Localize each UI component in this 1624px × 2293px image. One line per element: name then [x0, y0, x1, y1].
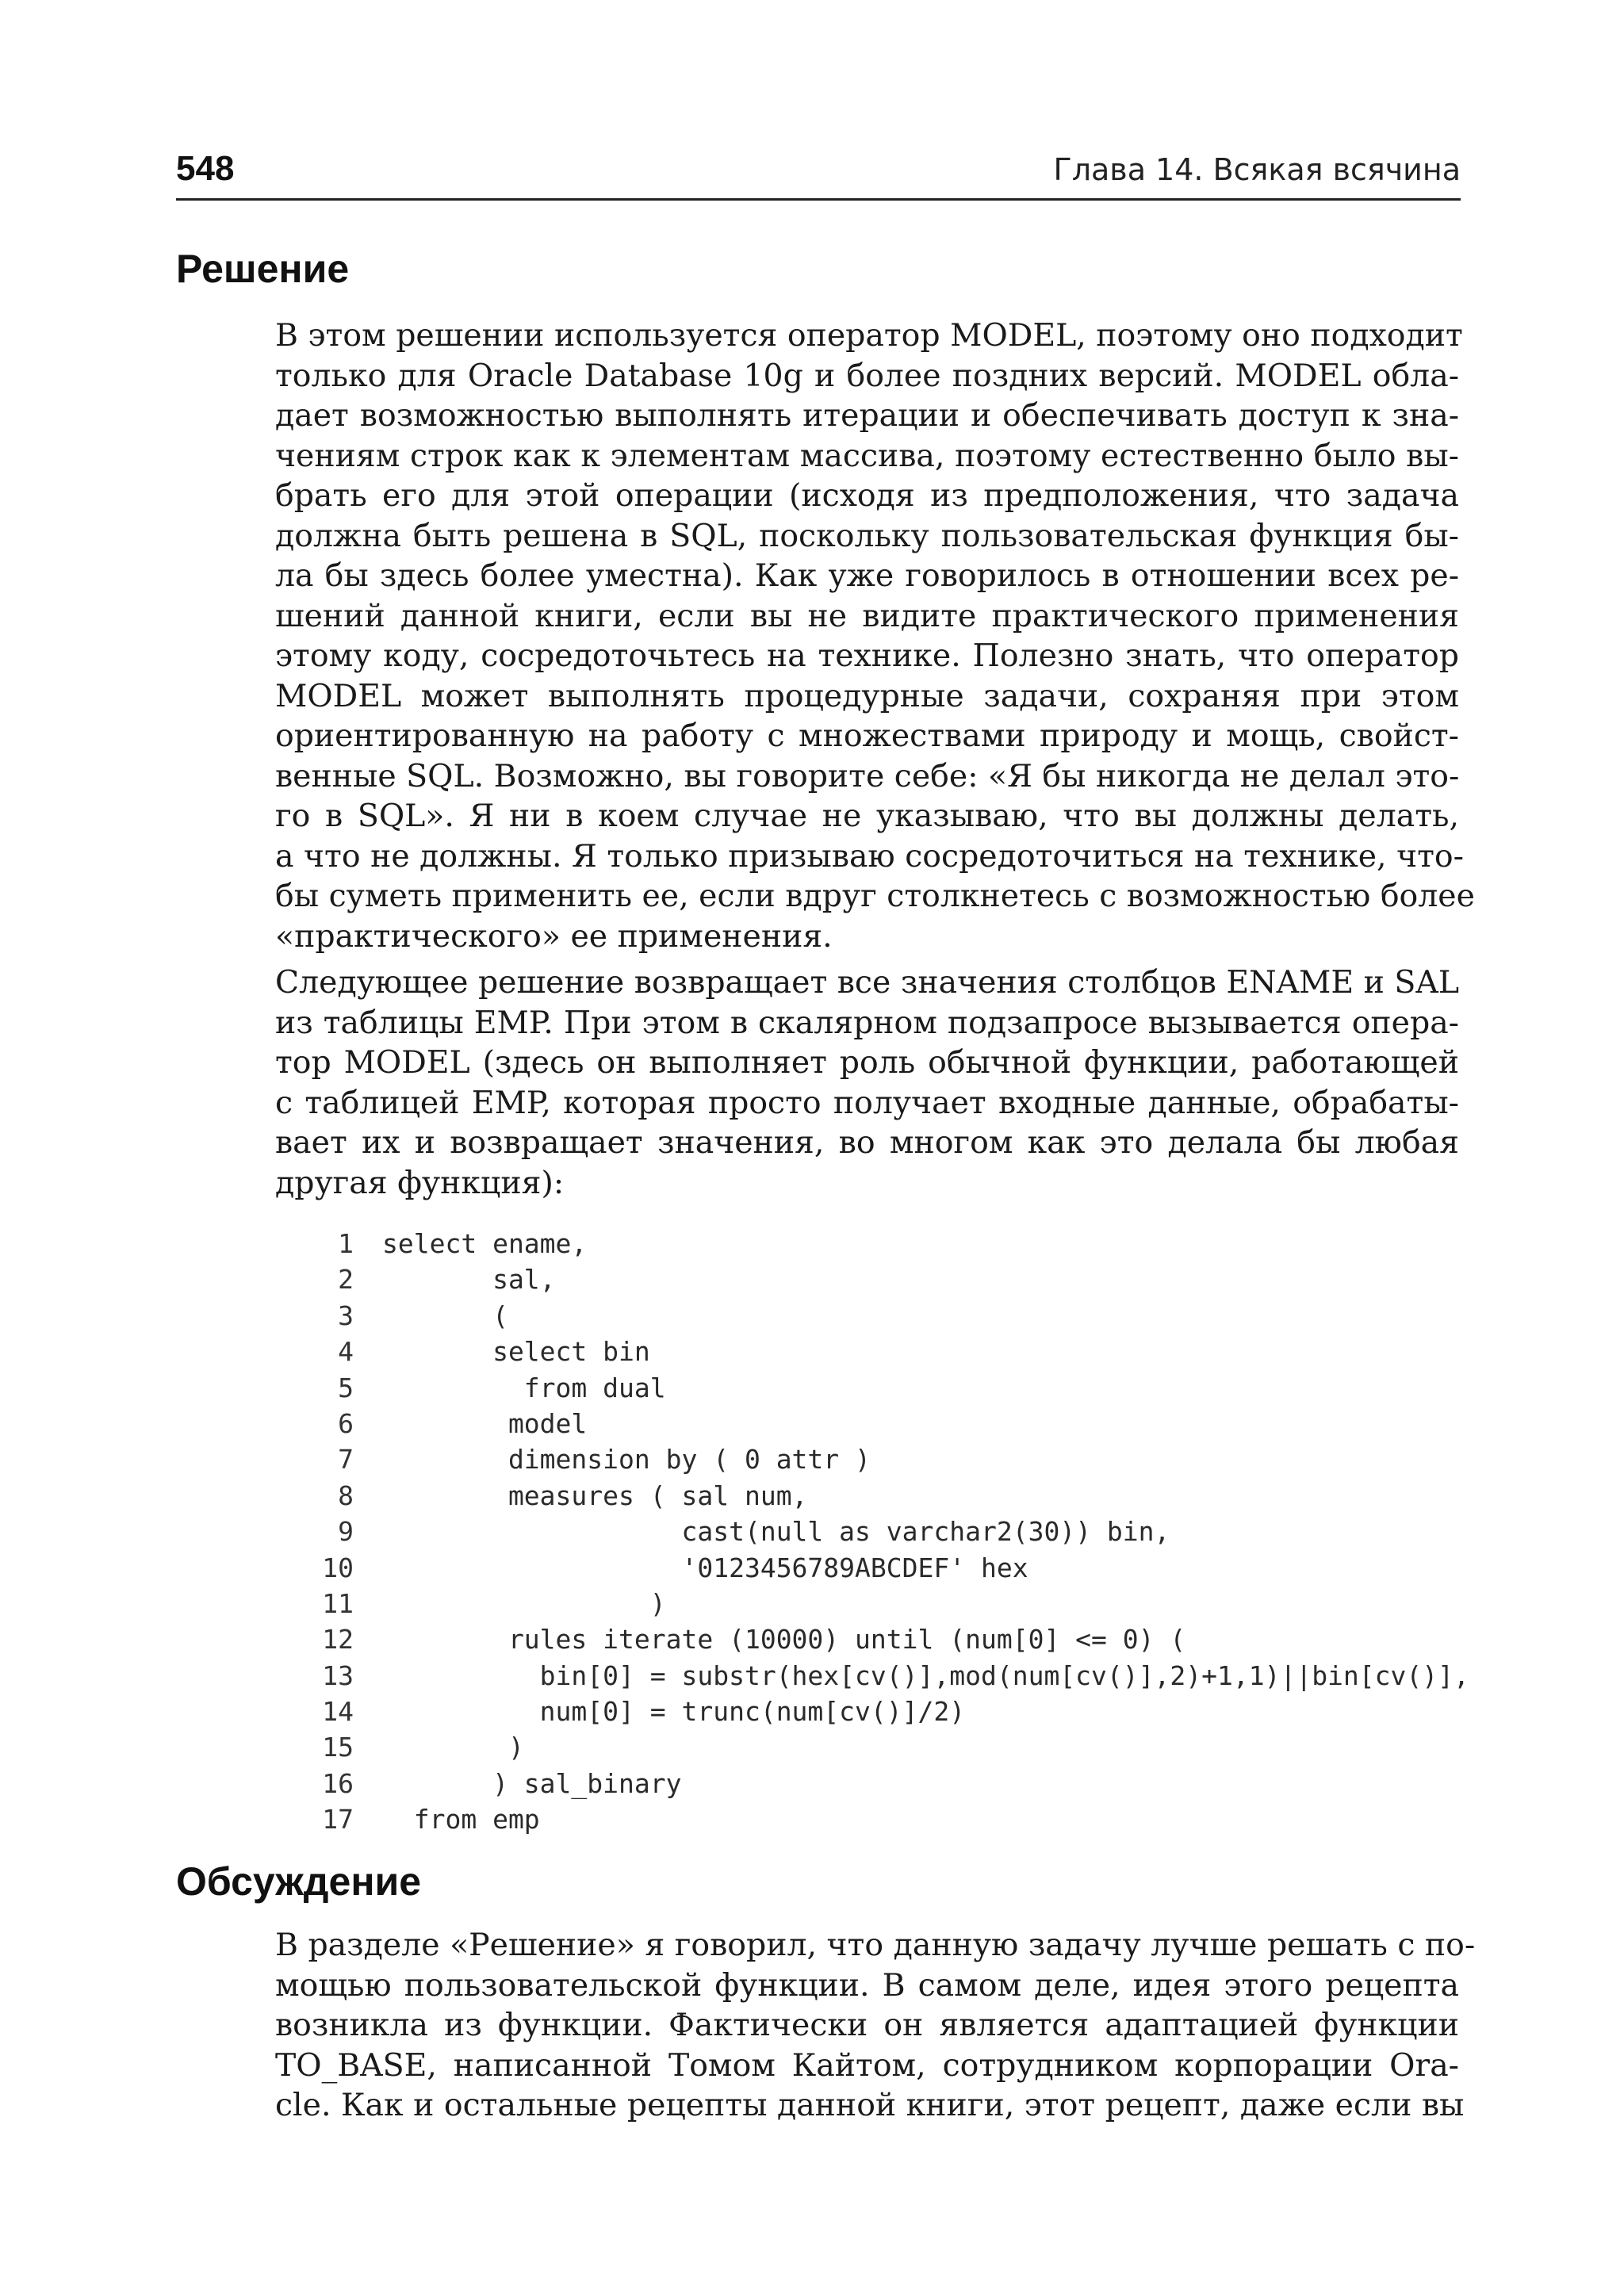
text-line: В разделе «Решение» я говорил, что данную задачу лучше решать с по- — [275, 1927, 1476, 1963]
text-line: только для Oracle Database 10g и более поздних версий. MODEL обла- — [275, 357, 1459, 394]
solution-paragraph-2 — [275, 963, 1459, 1203]
solution-paragraph-1 — [275, 316, 1475, 956]
text-line: а что не должны. Я только призываю сосредоточиться на технике, что- — [275, 837, 1464, 875]
code-line-number: 7 — [338, 1444, 354, 1476]
code-line-text: rules iterate (10000) until (num[0] <= 0) ( — [382, 1624, 1186, 1656]
code-line-number: 13 — [322, 1659, 354, 1691]
text-line: го в SQL». Я ни в коем случае не указываю, что вы должны делать, — [275, 798, 1459, 834]
code-line-text: ) — [382, 1587, 666, 1619]
text-line: В этом решении используется оператор MODEL, поэтому оно подходит — [275, 317, 1463, 354]
section-heading-discussion: Обсуждение — [176, 1859, 422, 1904]
code-line-number: 15 — [322, 1732, 354, 1763]
text-line: тор MODEL (здесь он выполняет роль обычной функции, работающей — [275, 1044, 1459, 1081]
text-line: MODEL может выполнять процедурные задачи, сохраняя при этом — [275, 677, 1459, 714]
code-line — [317, 1621, 1475, 1657]
code-line-text: num[0] = trunc(num[cv()]/2) — [382, 1696, 966, 1728]
code-line-number: 4 — [338, 1336, 354, 1368]
code-line-text: dimension by ( 0 attr ) — [382, 1444, 871, 1476]
code-line-number: 14 — [322, 1696, 354, 1728]
text-line: мощью пользовательской функции. В самом деле, идея этого рецепта — [275, 1966, 1459, 2004]
code-line-text: measures ( sal num, — [382, 1480, 808, 1511]
code-line-text: ( — [382, 1300, 508, 1331]
code-line-number: 1 — [338, 1228, 354, 1259]
code-line — [317, 1298, 1475, 1334]
code-line-text: select bin — [382, 1336, 650, 1368]
code-line — [317, 1550, 1475, 1586]
code-line-text: select ename, — [382, 1228, 588, 1259]
text-line: другая функция): — [275, 1164, 565, 1201]
code-line-text: from emp — [382, 1804, 540, 1836]
code-line-text: from dual — [382, 1372, 666, 1403]
code-line-number: 11 — [322, 1587, 354, 1619]
code-line-number: 3 — [338, 1300, 354, 1331]
text-line: должна быть решена в SQL, поскольку пользовательская функция бы- — [275, 517, 1459, 554]
chapter-title: Глава 14. Всякая всячина — [1053, 152, 1461, 187]
code-line — [317, 1694, 1475, 1729]
text-line: брать его для этой операции (исходя из предположения, что задача — [275, 477, 1459, 514]
code-line-number: 8 — [338, 1480, 354, 1511]
text-line: этому коду, сосредоточьтесь на технике. Полезно знать, что оператор — [275, 637, 1459, 674]
code-line-text: ) — [382, 1732, 524, 1763]
code-line-number: 6 — [338, 1407, 354, 1439]
code-line-number: 9 — [338, 1516, 354, 1548]
text-line: с таблицей EMP, которая просто получает входные данные, обрабаты- — [275, 1084, 1459, 1121]
text-line: ла бы здесь более уместна). Как уже говорилось в отношении всех ре- — [275, 557, 1459, 594]
code-line — [317, 1658, 1475, 1694]
text-line: бы суметь применить ее, если вдруг столкнетесь с возможностью более — [275, 878, 1475, 914]
code-line — [317, 1261, 1475, 1297]
code-line-number: 5 — [338, 1372, 354, 1403]
code-line-text: ) sal_binary — [382, 1767, 682, 1799]
code-line-number: 2 — [338, 1264, 354, 1296]
text-line: cle. Как и остальные рецепты данной книги, этот рецепт, даже если вы — [275, 2087, 1465, 2123]
code-line-text: sal, — [382, 1264, 556, 1296]
code-line-number: 16 — [322, 1767, 354, 1799]
code-line — [317, 1406, 1475, 1441]
code-line-number: 12 — [322, 1624, 354, 1656]
code-line — [317, 1586, 1475, 1621]
text-line: возникла из функции. Фактически он является адаптацией функции — [275, 2007, 1459, 2043]
code-line-number: 10 — [322, 1552, 354, 1583]
discussion-paragraph — [275, 1925, 1476, 2126]
text-line: Следующее решение возвращает все значения столбцов ENAME и SAL — [275, 964, 1459, 1001]
code-line — [317, 1441, 1475, 1477]
code-line — [317, 1766, 1475, 1801]
text-line: «практического» ее применения. — [275, 917, 833, 955]
code-line — [317, 1370, 1475, 1406]
section-heading-solution: Решение — [176, 247, 350, 291]
page-number: 548 — [176, 149, 235, 188]
code-line — [317, 1334, 1475, 1369]
text-line: венные SQL. Возможно, вы говорите себе: «Я бы никогда не делал это- — [275, 757, 1460, 794]
text-line: вает их и возвращает значения, во многом как это делала бы любая — [275, 1124, 1459, 1161]
text-line: шений данной книги, если вы не видите практического применения — [275, 597, 1459, 634]
code-line — [317, 1729, 1475, 1765]
code-line-text: bin[0] = substr(hex[cv()],mod(num[cv()],2)+1,1)||bin[cv()], — [382, 1659, 1469, 1691]
code-line — [317, 1801, 1475, 1837]
code-line — [317, 1226, 1475, 1261]
text-line: TO_BASE, написанной Томом Кайтом, сотрудником корпорации Ora- — [275, 2046, 1459, 2084]
code-line — [317, 1514, 1475, 1549]
code-line — [317, 1478, 1475, 1514]
text-line: из таблицы EMP. При этом в скалярном подзапросе вызывается опера- — [275, 1004, 1459, 1041]
code-line-text: cast(null as varchar2(30)) bin, — [382, 1516, 1170, 1548]
running-header — [176, 143, 1461, 201]
code-line-number: 17 — [322, 1804, 354, 1836]
code-line-text: '0123456789ABCDEF' hex — [382, 1552, 1028, 1583]
code-line-text: model — [382, 1407, 588, 1439]
text-line: ориентированную на работу с множествами природу и мощь, свойст- — [275, 718, 1459, 754]
code-listing — [317, 1226, 1475, 1838]
text-line: дает возможностью выполнять итерации и обеспечивать доступ к зна- — [275, 397, 1459, 434]
text-line: чениям строк как к элементам массива, поэтому естественно было вы- — [275, 437, 1459, 474]
